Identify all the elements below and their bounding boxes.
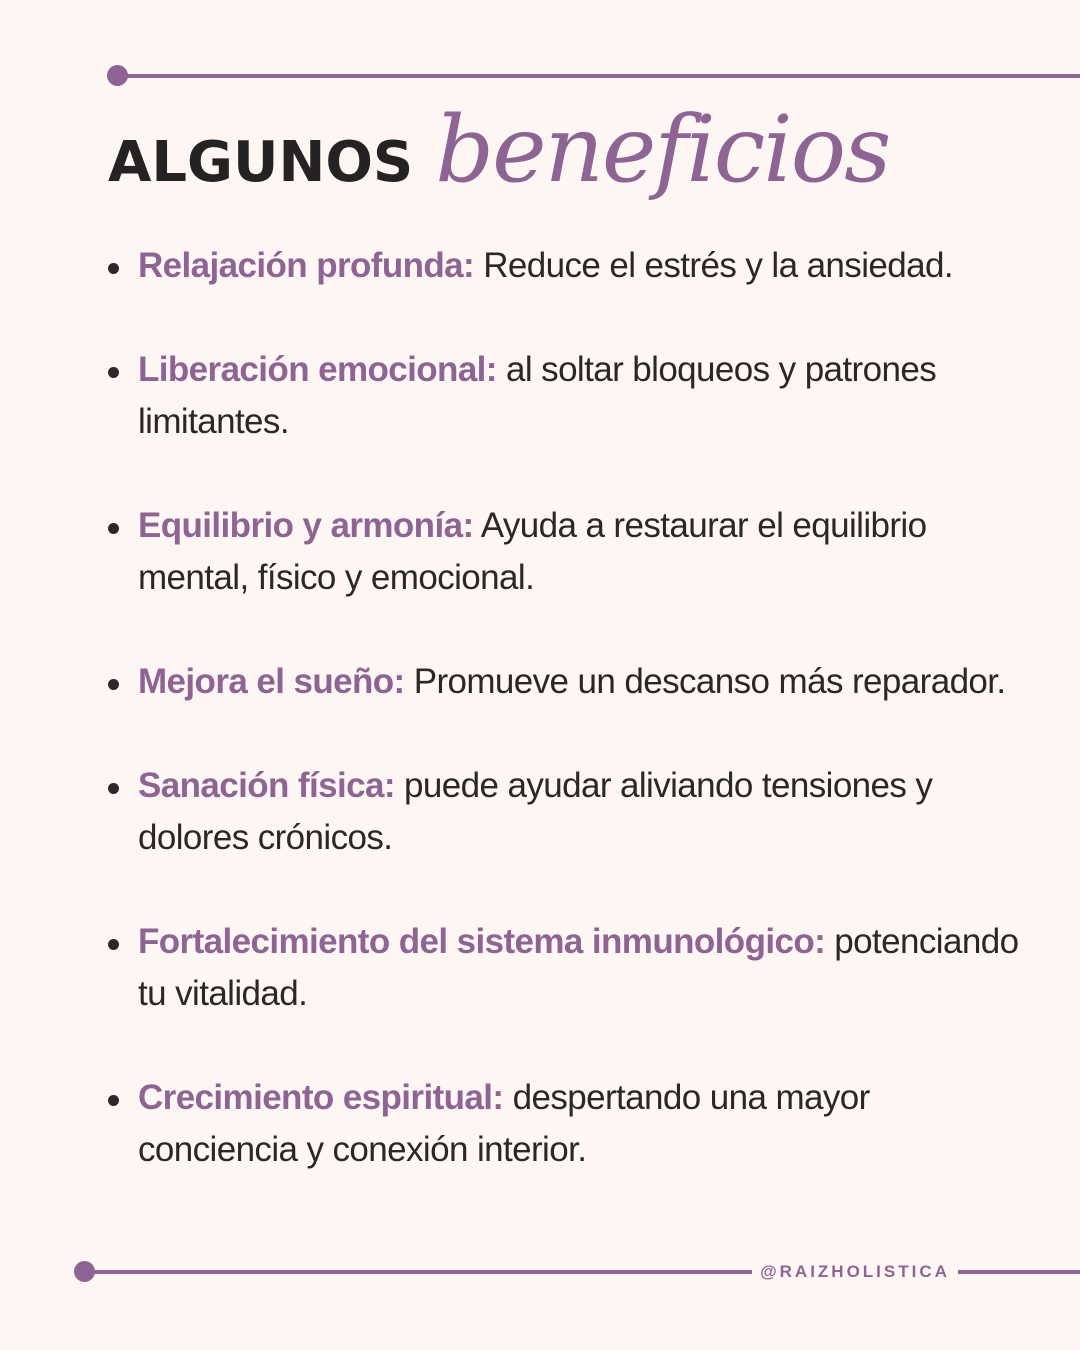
benefit-description: al soltar bloqueos y patrones limitantes. (138, 350, 937, 441)
benefit-item-sueno (108, 656, 1038, 708)
benefit-item-equilibrio (108, 500, 1038, 604)
benefit-item-espiritual (108, 1072, 1038, 1176)
title-bold-word: ALGUNOS (108, 130, 414, 195)
benefit-term: Fortalecimiento del sistema inmunológico: (138, 922, 826, 961)
benefit-item-relajacion (108, 240, 1038, 292)
benefit-term: Liberación emocional: (138, 350, 497, 389)
social-handle: @RAIZHOLISTICA (760, 1262, 950, 1281)
bullet-icon (108, 783, 119, 794)
benefit-term: Crecimiento espiritual: (138, 1078, 504, 1117)
bullet-icon (108, 939, 119, 950)
page-title (108, 96, 889, 216)
bottom-divider-dot (74, 1261, 95, 1282)
bullet-icon (108, 679, 119, 690)
benefit-description: despertando una mayor conciencia y conexión interior. (138, 1078, 870, 1169)
benefit-item-inmunologico (108, 916, 1038, 1020)
benefit-term: Relajación profunda: (138, 246, 475, 285)
title-script-word: beneficios (435, 96, 890, 203)
bottom-divider-line-left (84, 1270, 752, 1274)
benefit-description: Ayuda a restaurar el equilibrio mental, físico y emocional. (138, 506, 927, 597)
benefit-item-liberacion (108, 344, 1038, 448)
bullet-icon (108, 523, 119, 534)
benefits-list (108, 240, 1038, 1228)
benefit-description: potenciando tu vitalidad. (138, 922, 1019, 1013)
benefit-term: Equilibrio y armonía: (138, 506, 474, 545)
bullet-icon (108, 367, 119, 378)
benefit-term: Mejora el sueño: (138, 662, 405, 701)
benefit-description: Promueve un descanso más reparador. (404, 662, 1006, 701)
benefit-term: Sanación física: (138, 766, 395, 805)
bullet-icon (108, 1095, 119, 1106)
benefit-description: puede ayudar aliviando tensiones y dolores crónicos. (138, 766, 933, 857)
benefit-item-sanacion (108, 760, 1038, 864)
top-divider-line (116, 74, 1080, 78)
bottom-divider-line-right (958, 1270, 1080, 1274)
bullet-icon (108, 263, 119, 274)
top-divider-dot (107, 65, 128, 86)
benefit-description: Reduce el estrés y la ansiedad. (474, 246, 953, 285)
